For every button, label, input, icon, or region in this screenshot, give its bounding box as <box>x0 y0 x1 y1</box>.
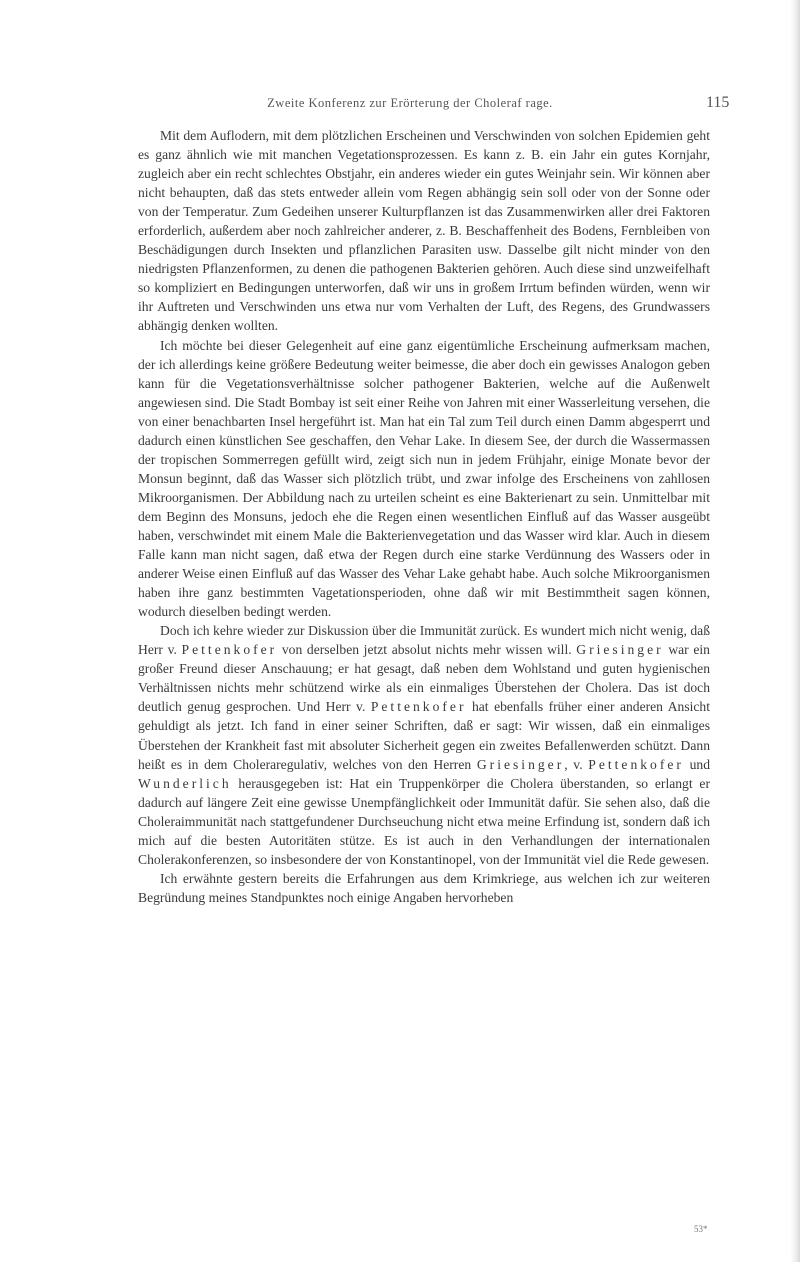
spaced-name: Pettenkofer <box>588 756 684 772</box>
signature-mark: 53* <box>694 1224 708 1234</box>
spaced-name: Wunderlich <box>138 775 232 791</box>
text-run: Ich möchte bei dieser Gelegenheit auf eine ganz eigentümliche Erscheinung aufmerksam machen, der ich allerdings keine größere Bedeutung weiter beimesse, die aber doch ein gewisses Analogon geben kann für die Vegetationsverhältnisse solcher pathogener Bakterien, welche auf die Außenwelt angewiesen sind. Die Stadt Bombay ist seit einer Reihe von Jahren mit einer Wasserleitung versehen, die von einer benachbarten Insel hergeführt ist. Man hat ein Tal zum Teil durch einen Damm abgesperrt und dadurch einen künstlichen See geschaffen, den Vehar Lake. In diesem See, der durch die Wassermassen der tropischen Sommerregen gefüllt wird, zeigt sich nun in jedem Frühjahr, einige Monate bevor der Monsun beginnt, daß das Wasser sich plötzlich trübt, und zwar infolge des Erscheinens von zahllosen Mikroorganismen. Der Abbildung nach zu urteilen scheint es eine Bakterienart zu sein. Unmittelbar mit dem Beginn des Monsuns, jedoch ehe die Regen einen wesentlichen Einfluß auf das Wasser ausgeübt haben, verschwindet mit einem Male die Bakterienvegetation und das Wasser wird klar. Auch in diesem Falle kann man nicht sagen, daß etwa der Regen durch eine starke Verdünnung des Wassers oder in anderer Weise einen Einfluß auf das Wasser des Vehar Lake gehabt habe. Auch solche Mikroorganismen haben ihre ganz bestimmten Vagetationsperioden, ohne daß wir mit Bestimmtheit sagen können, wodurch dieselben bedingt werden. <box>138 337 710 620</box>
text-run: war ein großer Freund dieser Anschauung; er hat gesagt, daß neben dem Wohlstand und guten hygienischen Verhältnissen nichts mehr schützend wirke als ein einmaliges Überstehen der Cholera. Das ist doch deutlich genug gesprochen. Und Herr v. <box>138 642 710 715</box>
text-run: und <box>683 756 711 772</box>
body-text <box>138 126 710 907</box>
text-run: , v. <box>564 756 589 772</box>
running-title: Zweite Konferenz zur Erörterung der Choleraf rage. <box>267 96 553 110</box>
page-number: 115 <box>706 94 730 111</box>
paragraph <box>138 621 710 869</box>
spaced-name: Griesinger <box>576 642 664 658</box>
text-run: Ich erwähnte gestern bereits die Erfahrungen aus dem Krimkriege, aus welchen ich zur weiteren Begründung meines Standpunktes noch einige Angaben hervorheben <box>138 870 710 905</box>
paragraph <box>138 336 710 622</box>
spaced-name: Griesinger <box>476 756 565 772</box>
paragraph <box>138 126 710 336</box>
text-run: Doch ich kehre wieder zur Diskussion über die Immunität zurück. Es wundert mich nicht wenig, daß Herr v. <box>138 623 710 658</box>
page-edge-shadow <box>790 0 800 1262</box>
text-run: von derselben jetzt absolut nichts mehr wissen will. <box>277 642 577 658</box>
text-run: herausgegeben ist: Hat ein Truppenkörper die Cholera überstanden, so erlangt er dadurch auf längere Zeit eine gewisse Unempfänglichkeit oder Immunität dafür. Sie sehen also, daß die Choleraimmunität nach stattgefundener Durchseuchung nicht etwa meine Erfindung ist, sondern daß ich mich auf die besten Autoritäten stütze. Es ist auch in den Verhandlungen der internationalen Cholerakonferenzen, so insbesondere der von Konstantinopel, von der Immunität viel die Rede gewesen. <box>138 775 710 867</box>
spaced-name: Pettenkofer <box>370 699 467 715</box>
spaced-name: Pettenkofer <box>181 642 278 658</box>
text-run: hat ebenfalls früher einer anderen Ansicht gehuldigt als jetzt. Ich fand in einer seiner Schriften, daß er sagt: Wir wissen, daß ein einmaliges Überstehen der Krankheit fast mit absoluter Sicherheit gegen ein zweites Befallenwerden schützt. Dann heißt es in dem Choleraregulativ, welches von den Herren <box>138 699 710 772</box>
paragraph <box>138 869 710 907</box>
text-run: Mit dem Auflodern, mit dem plötzlichen Erscheinen und Verschwinden von solchen Epidemien geht es ganz ähnlich wie mit manchen Vegetationsprozessen. Es kann z. B. ein Jahr ein gutes Kornjahr, zugleich aber ein recht schlechtes Obstjahr, ein anderes wieder ein gutes Weinjahr sein. Wir können aber nicht behaupten, daß das stets entweder allein vom Regen abhängig sein soll oder von der Sonne oder von der Temperatur. Zum Gedeihen unserer Kulturpflanzen ist das Zusammenwirken aller drei Faktoren erforderlich, außerdem aber noch zahlreicher anderer, z. B. Beschaffenheit des Bodens, Fernbleiben von Beschädigungen durch Insekten und pflanzlichen Parasiten usw. Dasselbe gilt nicht minder von den niedrigsten Pflanzenformen, zu denen die pathogenen Bakterien gehören. Auch diese sind unzweifelhaft so kompliziert en Bedingungen unterworfen, daß wir uns in großem Irrtum befinden würden, wenn wir ihr Auftreten und Verschwinden uns etwa nur vom Verhalten der Luft, des Regens, des Grundwassers abhängig denken wollten. <box>138 128 710 334</box>
